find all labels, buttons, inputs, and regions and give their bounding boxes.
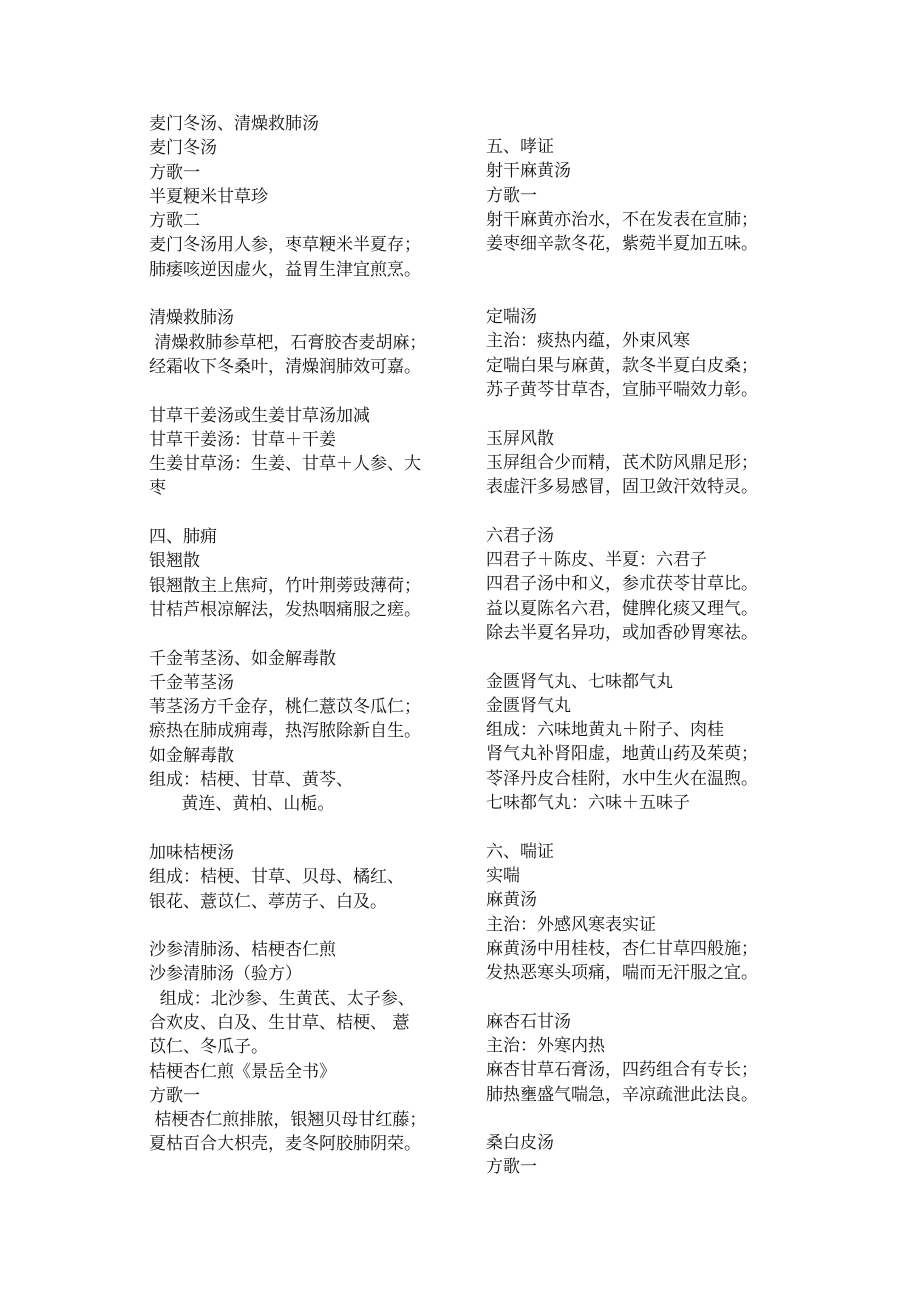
text-line: 麻黄汤中用桂枝，杏仁甘草四般施； [486,938,758,959]
text-line: 枣 [149,478,166,499]
text-line: 主治：痰热内蕴，外束风寒 [486,331,690,352]
text-line: 麻杏石甘汤 [486,1011,571,1032]
text-line: 六、喘证 [486,841,554,862]
text-line: 如金解毒散 [149,745,234,766]
blank-line [149,282,469,306]
text-line: 四、肺痈 [149,527,217,548]
text-line: 麦门冬汤 [149,138,217,159]
text-line: 甘草干姜汤或生姜甘草汤加减 [149,405,370,426]
text-line: 定喘汤 [486,307,537,328]
text-line: 七味都气丸：六味＋五味子 [486,793,690,814]
text-line: 桔梗杏仁煎排脓，银翘贝母甘红藤； [149,1110,427,1131]
text-line: 方歌一 [486,1157,537,1178]
text-line: 苓泽丹皮合桂附，水中生火在温煦。 [486,768,758,789]
text-line: 黄连、黄柏、山栀。 [149,794,335,815]
text-line: 桑白皮汤 [486,1133,554,1154]
text-line: 五、哮证 [486,137,554,157]
text-line: 加味桔梗汤 [149,842,234,863]
text-line: 玉屏组合少而精，芪术防风鼎足形； [486,452,758,473]
text-line: 银花、薏苡仁、葶苈子、白及。 [149,891,387,912]
text-line: 方歌一 [149,162,200,183]
blank-line [149,622,469,646]
text-line: 四君子汤中和义，参朮茯苓甘草比。 [486,574,758,595]
text-line: 方歌一 [149,1085,200,1106]
text-line: 银翘散主上焦疴，竹叶荆蒡豉薄荷； [149,575,421,596]
text-line: 千金苇茎汤 [149,672,234,693]
blank-line [149,914,469,938]
text-line: 瘀热在肺成痈毒，热泻脓除新自生。 [149,721,421,742]
text-line: 苡仁、冬瓜子。 [149,1037,268,1058]
blank-line [486,645,786,669]
blank-line [486,815,786,839]
text-line: 苇茎汤方千金存，桃仁薏苡冬瓜仁； [149,697,421,718]
text-line: 肺热壅盛气喘急，辛凉疏泄此法良。 [486,1084,758,1105]
blank-line [149,501,469,525]
text-line: 姜枣细辛款冬花，紫菀半夏加五味。 [486,234,758,255]
text-line: 麦门冬汤、清燥救肺汤 [149,114,319,134]
right-column [486,135,786,1180]
text-line: 半夏粳米甘草珍 [149,186,268,207]
text-line: 益以夏陈名六君，健脾化痰又理气。 [486,598,758,619]
text-line: 组成：桔梗、甘草、贝母、橘红、 [149,867,404,888]
blank-line [486,281,786,305]
blank-line [486,985,786,1009]
text-line: 甘草干姜汤：甘草＋干姜 [149,429,336,450]
text-line: 方歌二 [149,211,200,232]
text-line: 玉屏风散 [486,428,554,449]
left-column [149,112,469,1157]
blank-line [149,817,469,841]
text-line: 射干麻黄汤 [486,161,571,182]
blank-line [486,402,786,426]
text-line: 千金苇茎汤、如金解毒散 [149,648,336,669]
text-line: 甘桔芦根凉解法，发热咽痛服之瘥。 [149,599,421,620]
text-line: 麻杏甘草石膏汤，四药组合有专长； [486,1060,758,1081]
text-line: 经霜收下冬桑叶，清燥润肺效可嘉。 [149,356,421,377]
text-line: 组成：桔梗、甘草、黄芩、 [149,770,353,791]
text-line: 发热恶寒头项痛，喘而无汗服之宜。 [486,963,758,984]
text-line: 射干麻黄亦治水，不在发表在宣肺； [486,209,758,230]
blank-line [486,1107,786,1131]
text-line: 合欢皮、白及、生甘草、桔梗、 薏 [149,1012,410,1033]
text-line: 四君子＋陈皮、半夏：六君子 [486,550,707,571]
text-line: 沙参清肺汤、桔梗杏仁煎 [149,940,336,961]
text-line: 组成：北沙参、生黄芪、太子参、 [149,988,415,1009]
text-line: 表虚汗多易感冒，固卫敛汗效特灵。 [486,477,758,498]
text-line: 清燥救肺汤 [149,308,234,329]
text-line: 实喘 [486,865,520,886]
text-line: 沙参清肺汤（验方） [149,964,302,985]
blank-line [149,379,469,403]
blank-line [486,499,786,523]
text-line: 定喘白果与麻黄，款冬半夏白皮桑； [486,355,758,376]
text-line: 清燥救肺参草杷，石膏胶杏麦胡麻； [149,332,427,353]
text-line: 桔梗杏仁煎《景岳全书》 [149,1061,336,1082]
text-line: 麻黄汤 [486,890,537,911]
text-line: 除去半夏名异功，或加香砂胃寒祛。 [486,622,758,643]
text-line: 肾气丸补肾阳虚，地黄山药及茱萸； [486,744,758,765]
text-line: 组成：六味地黄丸＋附子、肉桂 [486,720,724,741]
text-line: 方歌一 [486,185,537,206]
text-line: 金匮肾气丸 [486,695,571,716]
text-line: 银翘散 [149,551,200,572]
text-line: 主治：外感风寒表实证 [486,914,656,935]
text-line: 金匮肾气丸、七味都气丸 [486,671,673,692]
text-line: 肺痿咳逆因虚火，益胃生津宜煎烹。 [149,259,421,280]
text-line: 六君子汤 [486,525,554,546]
text-line: 苏子黄芩甘草杏，宣肺平喘效力彰。 [486,379,758,400]
blank-line [486,256,786,280]
text-line: 生姜甘草汤：生姜、甘草＋人参、大 [149,454,421,475]
text-line: 主治：外寒内热 [486,1035,605,1056]
text-line: 夏枯百合大枳壳，麦冬阿胶肺阴荣。 [149,1134,421,1155]
text-line: 麦门冬汤用人参，枣草粳米半夏存； [149,235,421,256]
